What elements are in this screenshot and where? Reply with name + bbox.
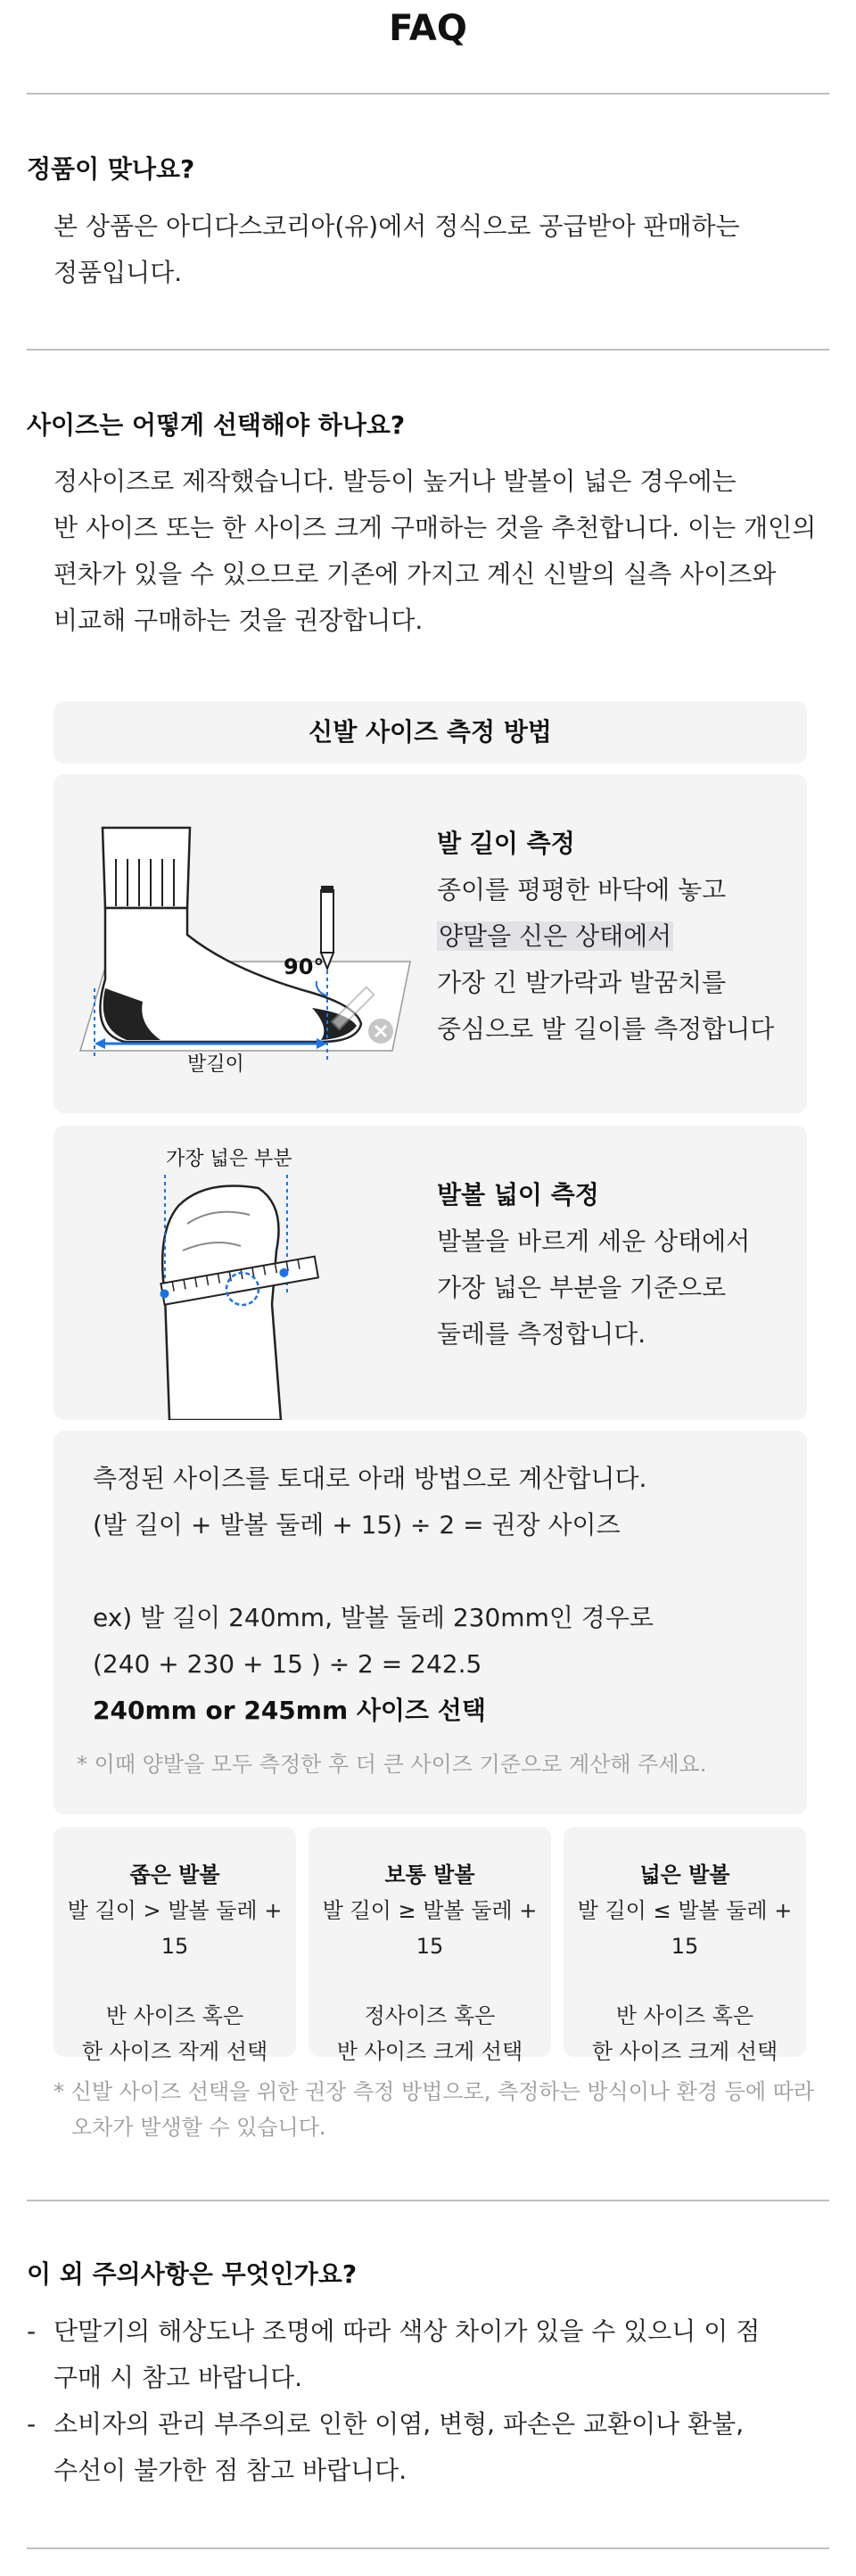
card-formula: 발 길이 > 발볼 둘레 + 15 (67, 1898, 283, 1959)
length-measure-heading: 발 길이 측정 (437, 829, 575, 858)
caution-text: 소비자의 관리 부주의로 인한 이염, 변형, 파손은 교환이나 환불, (54, 2409, 745, 2439)
size-footnote (54, 2074, 814, 2145)
foot-width-illustration (54, 1126, 446, 1420)
calculation-panel (54, 1431, 807, 1814)
answer-line: 반 사이즈 또는 한 사이즈 크게 구매하는 것을 추천합니다. 이는 개인의 (54, 513, 817, 542)
length-line-highlight: 양말을 신은 상태에서 (439, 921, 672, 951)
guide-title-box (54, 701, 807, 764)
width-measure-panel (54, 1126, 807, 1420)
width-line: 둘레를 측정합니다. (437, 1319, 646, 1349)
answer-line: 편차가 있을 수 있으므로 기존에 가지고 계신 신발의 실측 사이즈와 (54, 559, 777, 589)
length-measure-panel (54, 774, 807, 1113)
card-recommendation: 반 사이즈 혹은 (615, 2003, 754, 2028)
width-measure-heading: 발볼 넓이 측정 (437, 1180, 599, 1210)
angle-label: 90° (284, 954, 325, 979)
answer-authentic (54, 203, 740, 296)
answer-line: 본 상품은 아디다스코리아(유)에서 정식으로 공급받아 판매하는 (54, 211, 740, 241)
length-line: 가장 긴 발가락과 발꿈치를 (437, 968, 727, 997)
card-recommendation: 한 사이즈 작게 선택 (81, 2039, 268, 2064)
answer-size (54, 458, 816, 644)
bullet-dash: - (27, 2409, 37, 2439)
card-recommendation: 한 사이즈 크게 선택 (591, 2039, 778, 2064)
question-size[interactable]: 사이즈는 어떻게 선택해야 하나요? (27, 410, 406, 440)
widest-part-caption: 가장 넓은 부분 (166, 1148, 292, 1170)
width-line: 발볼을 바르게 세운 상태에서 (437, 1226, 751, 1256)
calc-note: * 이때 양발을 모두 측정한 후 더 큰 사이즈 기준으로 계산해 주세요. (77, 1752, 707, 1777)
caution-item (27, 2401, 744, 2494)
length-line: 종이를 평평한 바닥에 놓고 (437, 875, 727, 904)
card-formula: 발 길이 ≥ 발볼 둘레 + 15 (322, 1898, 538, 1959)
foot-length-illustration (54, 774, 446, 1113)
width-line: 가장 넓은 부분을 기준으로 (437, 1273, 727, 1302)
divider (27, 349, 829, 351)
caution-text: 수선이 불가한 점 참고 바랍니다. (54, 2456, 407, 2485)
divider (27, 2547, 829, 2549)
caution-text: 구매 시 참고 바랍니다. (54, 2363, 303, 2392)
caution-text: 단말기의 해상도나 조명에 따라 색상 차이가 있을 수 있으니 이 점 (54, 2316, 761, 2346)
card-recommendation: 반 사이즈 혹은 (105, 2003, 244, 2028)
width-measure-text (437, 1172, 750, 1358)
calc-line: 측정된 사이즈를 토대로 아래 방법으로 계산합니다. (93, 1464, 647, 1493)
card-title: 보통 발볼 (384, 1862, 475, 1887)
card-normal-width (309, 1827, 551, 2064)
card-wide-width (564, 1827, 806, 2064)
length-line: 중심으로 발 길이를 측정합니다 (437, 1014, 775, 1044)
answer-line: 정사이즈로 제작했습니다. 발등이 높거나 발볼이 넓은 경우에는 (54, 466, 737, 496)
calculation-text (93, 1456, 654, 1734)
guide-title: 신발 사이즈 측정 방법 (309, 717, 552, 747)
calc-example-formula: (240 + 230 + 15 ) ÷ 2 = 242.5 (93, 1649, 482, 1679)
question-cautions[interactable]: 이 외 주의사항은 무엇인가요? (27, 2259, 358, 2289)
card-formula: 발 길이 ≤ 발볼 둘레 + 15 (577, 1898, 793, 1959)
page-title: FAQ (389, 8, 467, 49)
question-authentic[interactable]: 정품이 맞나요? (27, 154, 195, 184)
answer-line: 비교해 구매하는 것을 권장합니다. (54, 606, 424, 635)
bullet-dash: - (27, 2316, 37, 2346)
answer-line: 정품입니다. (54, 258, 183, 287)
foot-length-caption: 발길이 (187, 1053, 244, 1076)
calc-example: ex) 발 길이 240mm, 발볼 둘레 230mm인 경우로 (93, 1603, 654, 1632)
length-measure-text (437, 821, 774, 1053)
card-title: 좁은 발볼 (129, 1862, 220, 1887)
card-recommendation: 정사이즈 혹은 (364, 2003, 496, 2028)
calc-formula: (발 길이 + 발볼 둘레 + 15) ÷ 2 = 권장 사이즈 (93, 1510, 621, 1540)
card-title: 넓은 발볼 (639, 1862, 730, 1887)
divider (27, 93, 829, 95)
footnote-line: 오차가 발생할 수 있습니다. (71, 2115, 326, 2140)
divider (27, 2200, 829, 2201)
card-recommendation: 반 사이즈 크게 선택 (336, 2039, 523, 2064)
card-narrow-width (54, 1827, 296, 2064)
calc-result: 240mm or 245mm 사이즈 선택 (93, 1696, 486, 1725)
footnote-line: * 신발 사이즈 선택을 위한 권장 측정 방법으로, 측정하는 방식이나 환경 등에 따라 (54, 2079, 815, 2104)
caution-item (27, 2308, 760, 2401)
